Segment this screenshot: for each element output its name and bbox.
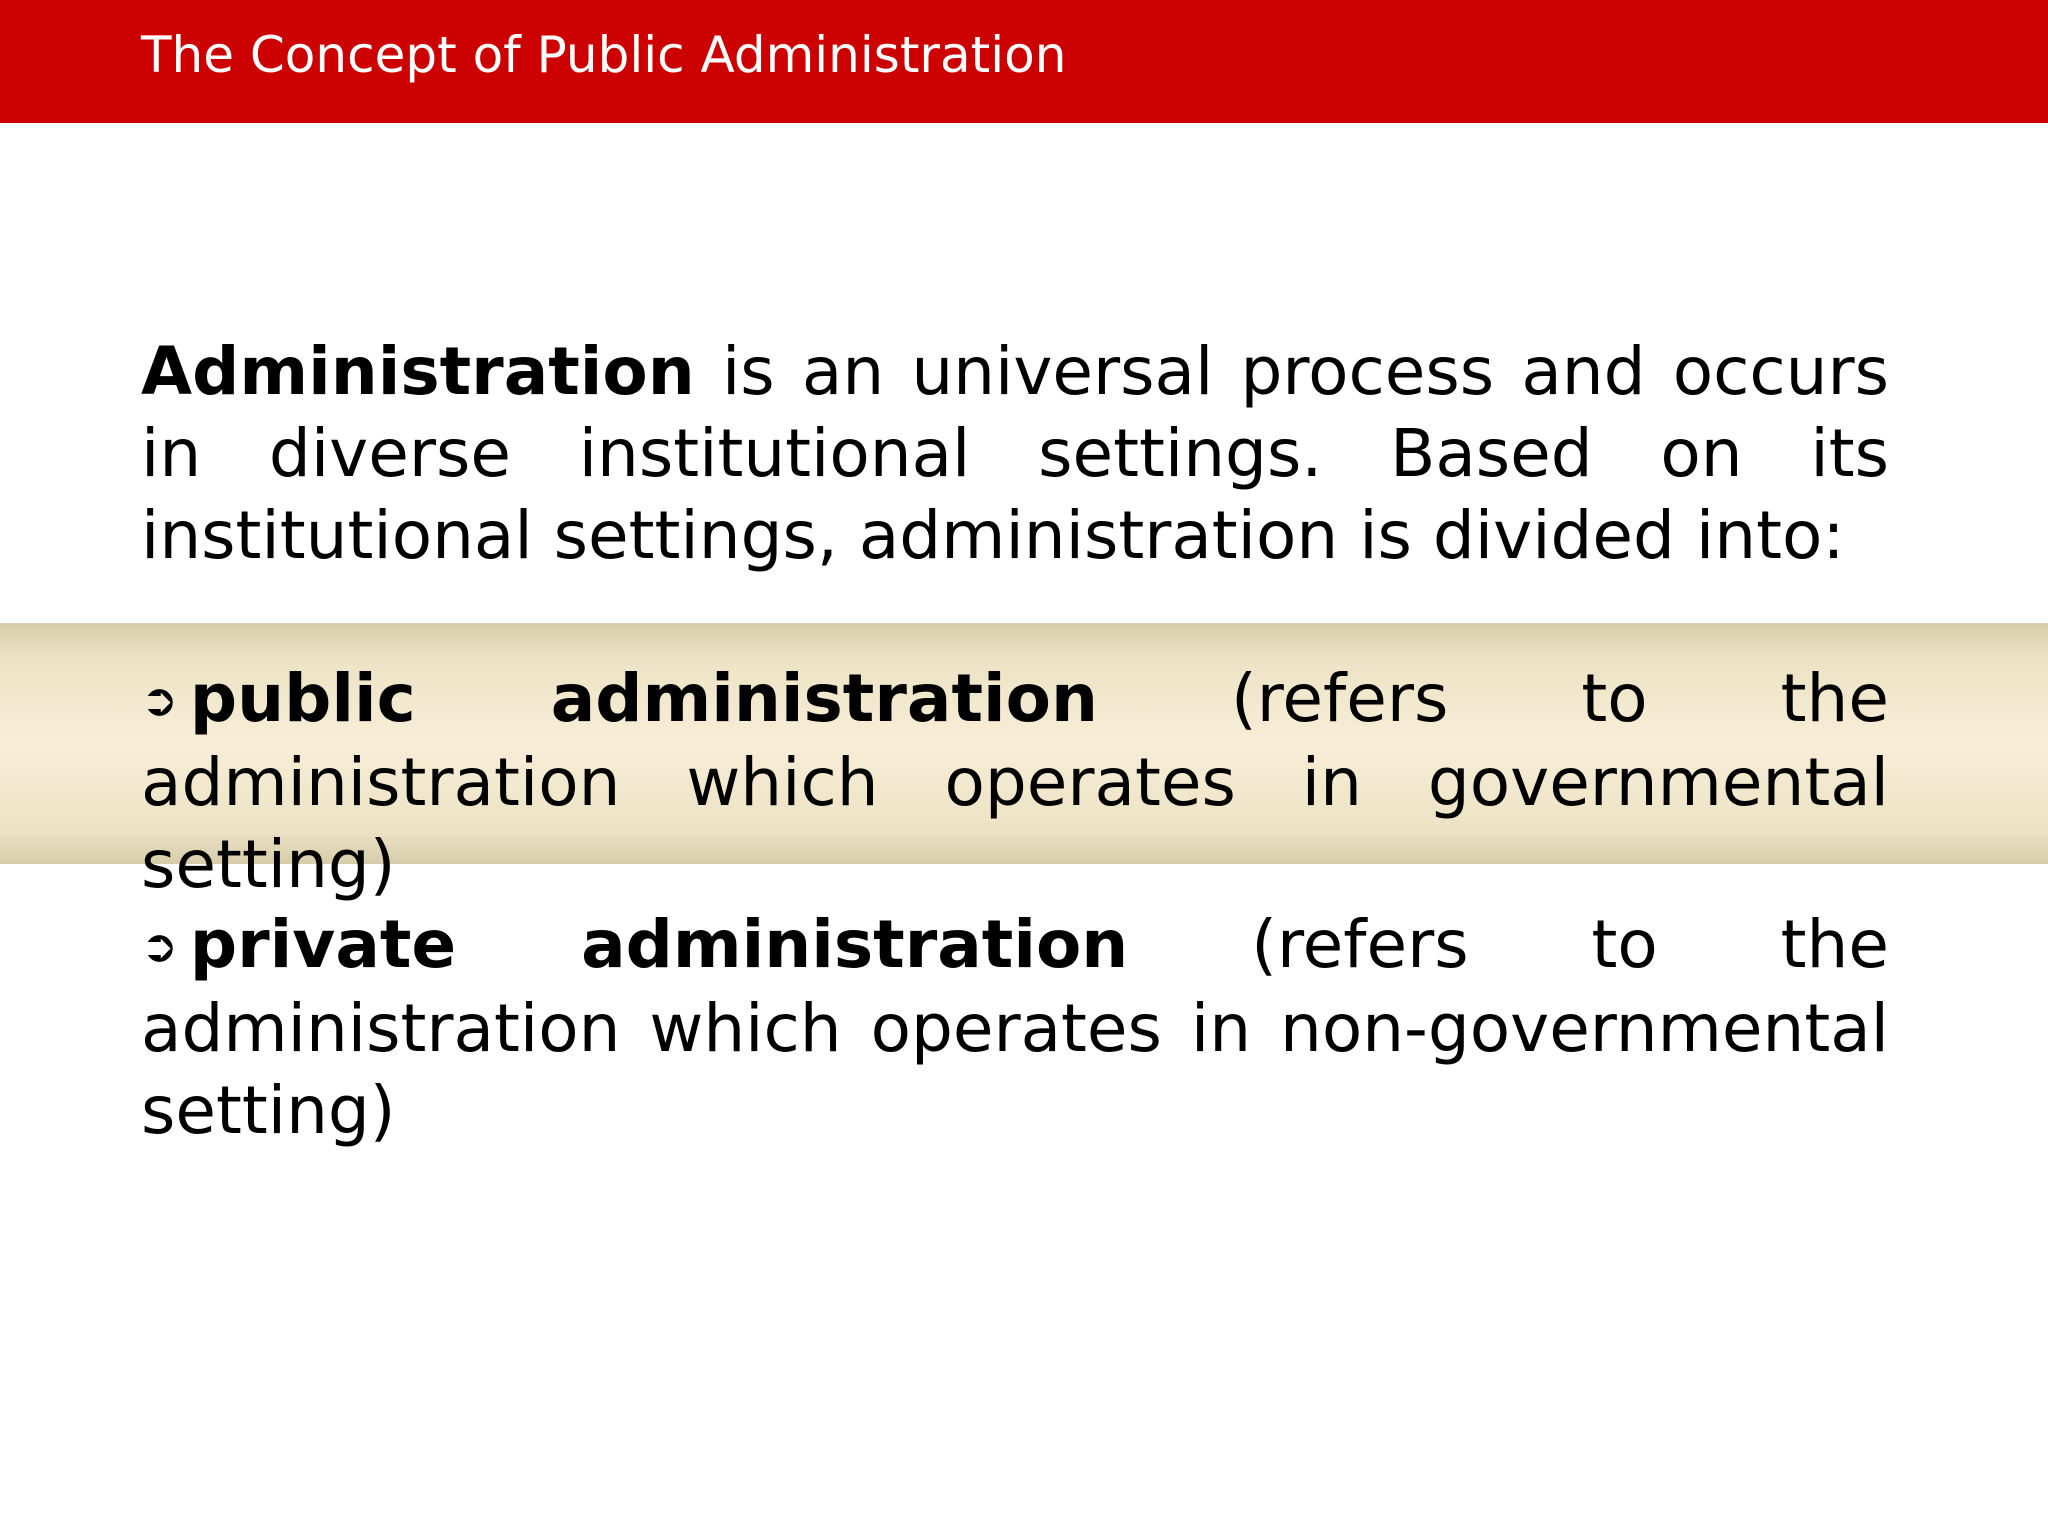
arrow-right-icon: ➲	[141, 921, 178, 972]
intro-term: Administration	[141, 333, 695, 410]
slide-title: The Concept of Public Administration	[141, 26, 1067, 84]
bullet-item-private	[141, 904, 1889, 1152]
intro-text: is an universal process and occurs in diverse institutional settings. Based on its institutional settings, administration is divided into:	[141, 333, 1889, 574]
intro-paragraph	[141, 331, 1889, 577]
title-bar	[0, 0, 2048, 123]
bullet-text: (refers to the administration which operates in governmental setting)	[141, 660, 1889, 903]
bullet-term: private administration	[189, 906, 1129, 983]
bullet-term: public administration	[189, 660, 1098, 737]
bullet-text: (refers to the administration which operates in non-governmental setting)	[141, 906, 1889, 1149]
bullet-item-public	[141, 658, 1889, 906]
arrow-right-icon: ➲	[141, 675, 178, 726]
